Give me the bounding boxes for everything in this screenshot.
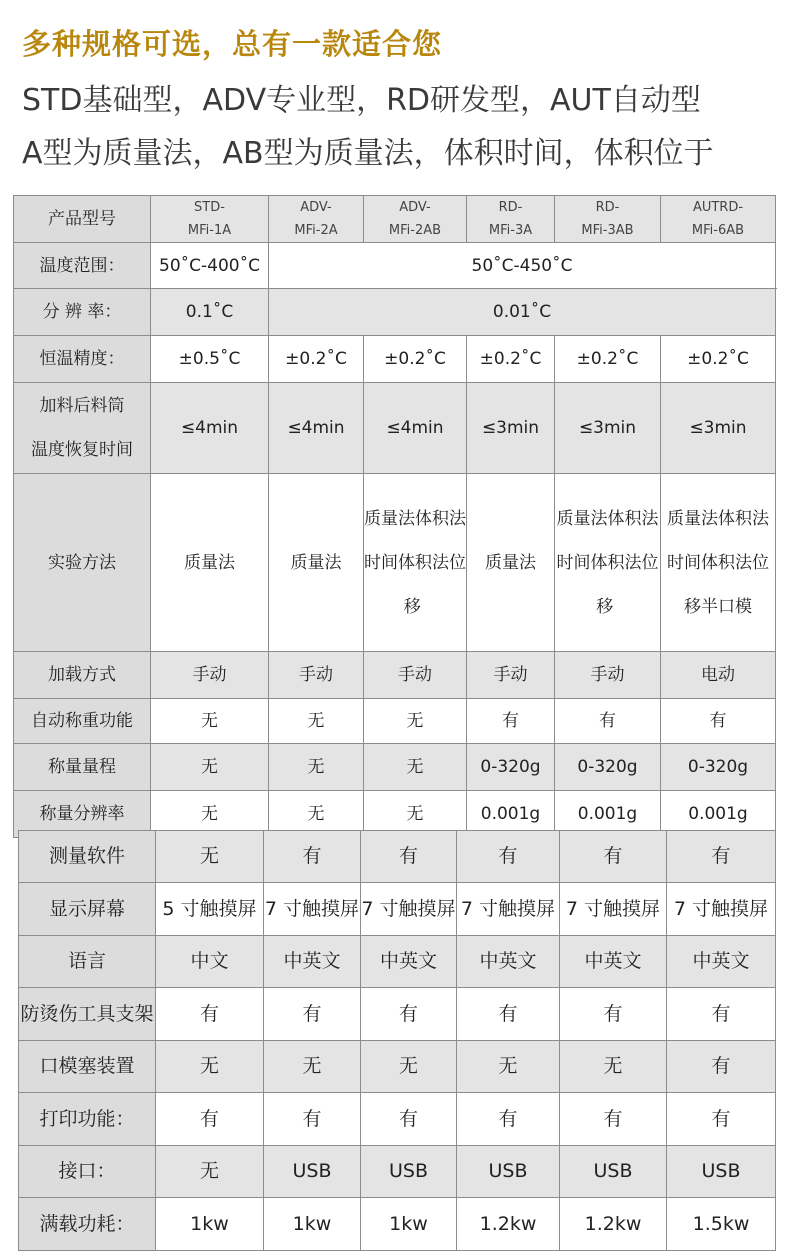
value-cell: 1kw [264, 1198, 361, 1251]
row-label-recovery: 加料后料筒 温度恢复时间 [14, 383, 151, 474]
value-cell: 有 [467, 699, 555, 744]
value-cell: 中英文 [457, 936, 560, 988]
row-label-loading: 加载方式 [14, 652, 151, 699]
value-cell: 有 [264, 988, 361, 1041]
value-cell: 无 [264, 1041, 361, 1093]
value-cell: 1.5kw [667, 1198, 776, 1251]
value-cell: 有 [555, 699, 661, 744]
value-cell: 无 [156, 831, 264, 883]
value-cell: 无 [361, 1041, 457, 1093]
value-cell: 手动 [364, 652, 467, 699]
table-row [19, 936, 776, 988]
value-cell: 无 [269, 699, 364, 744]
value-cell: 有 [264, 1093, 361, 1146]
value-cell: 有 [667, 1093, 776, 1146]
table-row-temp-range [14, 243, 776, 289]
table-row-loading [14, 652, 776, 699]
value-cell: 手动 [555, 652, 661, 699]
value-cell: 有 [156, 1093, 264, 1146]
row-label-accuracy: 恒温精度： [14, 336, 151, 383]
value-cell: ≤3min [467, 383, 555, 474]
headline: 多种规格可选，总有一款适合您 [22, 27, 443, 61]
table-row-auto-weigh [14, 699, 776, 744]
value-cell: 7 寸触摸屏 [560, 883, 667, 936]
value-cell: 质量法体积法时间体积法位移半口模 [661, 474, 776, 652]
model-cell: ADV- MFi-2A [269, 196, 364, 243]
value-cell: 50˚C-400˚C [151, 243, 269, 289]
value-cell: 1.2kw [560, 1198, 667, 1251]
value-cell: ±0.2˚C [555, 336, 661, 383]
table-row [19, 1146, 776, 1198]
value-cell: 有 [560, 988, 667, 1041]
value-cell: 无 [151, 791, 269, 838]
value-cell: 有 [661, 699, 776, 744]
value-cell: 有 [457, 988, 560, 1041]
row-label-resolution: 分 辨 率： [14, 289, 151, 336]
value-cell: ≤3min [555, 383, 661, 474]
row-label-auto-weigh: 自动称重功能 [14, 699, 151, 744]
table-row [19, 1093, 776, 1146]
table-row-recovery [14, 383, 776, 474]
value-cell: 有 [457, 1093, 560, 1146]
value-cell: 有 [667, 831, 776, 883]
value-cell: 有 [457, 831, 560, 883]
model-cell: RD- MFi-3AB [555, 196, 661, 243]
value-cell: 7 寸触摸屏 [264, 883, 361, 936]
table-row-resolution [14, 289, 776, 336]
value-cell: 中英文 [667, 936, 776, 988]
value-cell: ±0.2˚C [661, 336, 776, 383]
row-label-temp-range: 温度范围： [14, 243, 151, 289]
model-cell: RD- MFi-3A [467, 196, 555, 243]
value-cell: 中英文 [264, 936, 361, 988]
table-row-accuracy [14, 336, 776, 383]
row-label: 语言 [19, 936, 156, 988]
value-cell: 7 寸触摸屏 [457, 883, 560, 936]
value-cell: 7 寸触摸屏 [667, 883, 776, 936]
value-cell: 中英文 [560, 936, 667, 988]
row-label: 接口： [19, 1146, 156, 1198]
value-cell: 无 [269, 791, 364, 838]
table-row-model [14, 196, 776, 243]
value-cell: USB [264, 1146, 361, 1198]
row-label-model: 产品型号 [14, 196, 151, 243]
row-label: 显示屏幕 [19, 883, 156, 936]
value-cell: 无 [156, 1041, 264, 1093]
value-cell: 有 [361, 1093, 457, 1146]
value-cell: ≤4min [151, 383, 269, 474]
value-cell-merged: 0.01˚C [269, 289, 776, 336]
value-cell: 有 [560, 1093, 667, 1146]
value-cell: 0-320g [661, 744, 776, 791]
row-label: 防烫伤工具支架 [19, 988, 156, 1041]
spec-table-upper [13, 195, 776, 838]
value-cell: 有 [667, 988, 776, 1041]
value-cell: USB [667, 1146, 776, 1198]
model-cell: ADV- MFi-2AB [364, 196, 467, 243]
value-cell: 无 [364, 744, 467, 791]
row-label: 口模塞装置 [19, 1041, 156, 1093]
value-cell: 质量法 [467, 474, 555, 652]
row-label: 打印功能： [19, 1093, 156, 1146]
row-label-weigh-resolution: 称量分辨率 [14, 791, 151, 838]
value-cell: 有 [361, 831, 457, 883]
row-label-weigh-range: 称量量程 [14, 744, 151, 791]
table-row [19, 988, 776, 1041]
row-label: 满载功耗： [19, 1198, 156, 1251]
value-cell: 1kw [156, 1198, 264, 1251]
value-cell: 0.001g [661, 791, 776, 838]
model-cell: AUTRD- MFi-6AB [661, 196, 776, 243]
table-row-method [14, 474, 776, 652]
table-row-weigh-range [14, 744, 776, 791]
value-cell-merged: 50˚C-450˚C [269, 243, 776, 289]
value-cell: 质量法体积法时间体积法位移 [364, 474, 467, 652]
model-cell: STD- MFi-1A [151, 196, 269, 243]
subline-model-types: STD基础型，ADV专业型，RD研发型，AUT自动型 [22, 83, 701, 118]
value-cell: USB [457, 1146, 560, 1198]
row-label-method: 实验方法 [14, 474, 151, 652]
table-row [19, 1041, 776, 1093]
value-cell: 有 [264, 831, 361, 883]
value-cell: USB [560, 1146, 667, 1198]
value-cell: 质量法 [269, 474, 364, 652]
value-cell: ≤4min [269, 383, 364, 474]
value-cell: ±0.2˚C [364, 336, 467, 383]
value-cell: 电动 [661, 652, 776, 699]
table-row [19, 831, 776, 883]
value-cell: 无 [364, 791, 467, 838]
value-cell: 7 寸触摸屏 [361, 883, 457, 936]
value-cell: ≤3min [661, 383, 776, 474]
value-cell: 无 [560, 1041, 667, 1093]
value-cell: 无 [269, 744, 364, 791]
value-cell: 手动 [269, 652, 364, 699]
subline-method-types: A型为质量法，AB型为质量法，体积时间，体积位于 [22, 136, 714, 171]
value-cell: 中英文 [361, 936, 457, 988]
value-cell: 手动 [467, 652, 555, 699]
value-cell: 5 寸触摸屏 [156, 883, 264, 936]
value-cell: 无 [364, 699, 467, 744]
value-cell: 0.1˚C [151, 289, 269, 336]
row-label: 测量软件 [19, 831, 156, 883]
table-row [19, 883, 776, 936]
value-cell: 无 [151, 699, 269, 744]
value-cell: ±0.5˚C [151, 336, 269, 383]
value-cell: 有 [156, 988, 264, 1041]
value-cell: USB [361, 1146, 457, 1198]
value-cell: 1kw [361, 1198, 457, 1251]
value-cell: ≤4min [364, 383, 467, 474]
value-cell: 无 [457, 1041, 560, 1093]
value-cell: 0-320g [555, 744, 661, 791]
value-cell: 有 [361, 988, 457, 1041]
value-cell: 质量法 [151, 474, 269, 652]
value-cell: ±0.2˚C [269, 336, 364, 383]
value-cell: ±0.2˚C [467, 336, 555, 383]
value-cell: 有 [667, 1041, 776, 1093]
value-cell: 有 [560, 831, 667, 883]
value-cell: 0.001g [555, 791, 661, 838]
spec-table-lower [18, 830, 776, 1251]
value-cell: 无 [156, 1146, 264, 1198]
value-cell: 0.001g [467, 791, 555, 838]
value-cell: 质量法体积法时间体积法位移 [555, 474, 661, 652]
value-cell: 1.2kw [457, 1198, 560, 1251]
value-cell: 手动 [151, 652, 269, 699]
value-cell: 无 [151, 744, 269, 791]
value-cell: 中文 [156, 936, 264, 988]
value-cell: 0-320g [467, 744, 555, 791]
table-row [19, 1198, 776, 1251]
